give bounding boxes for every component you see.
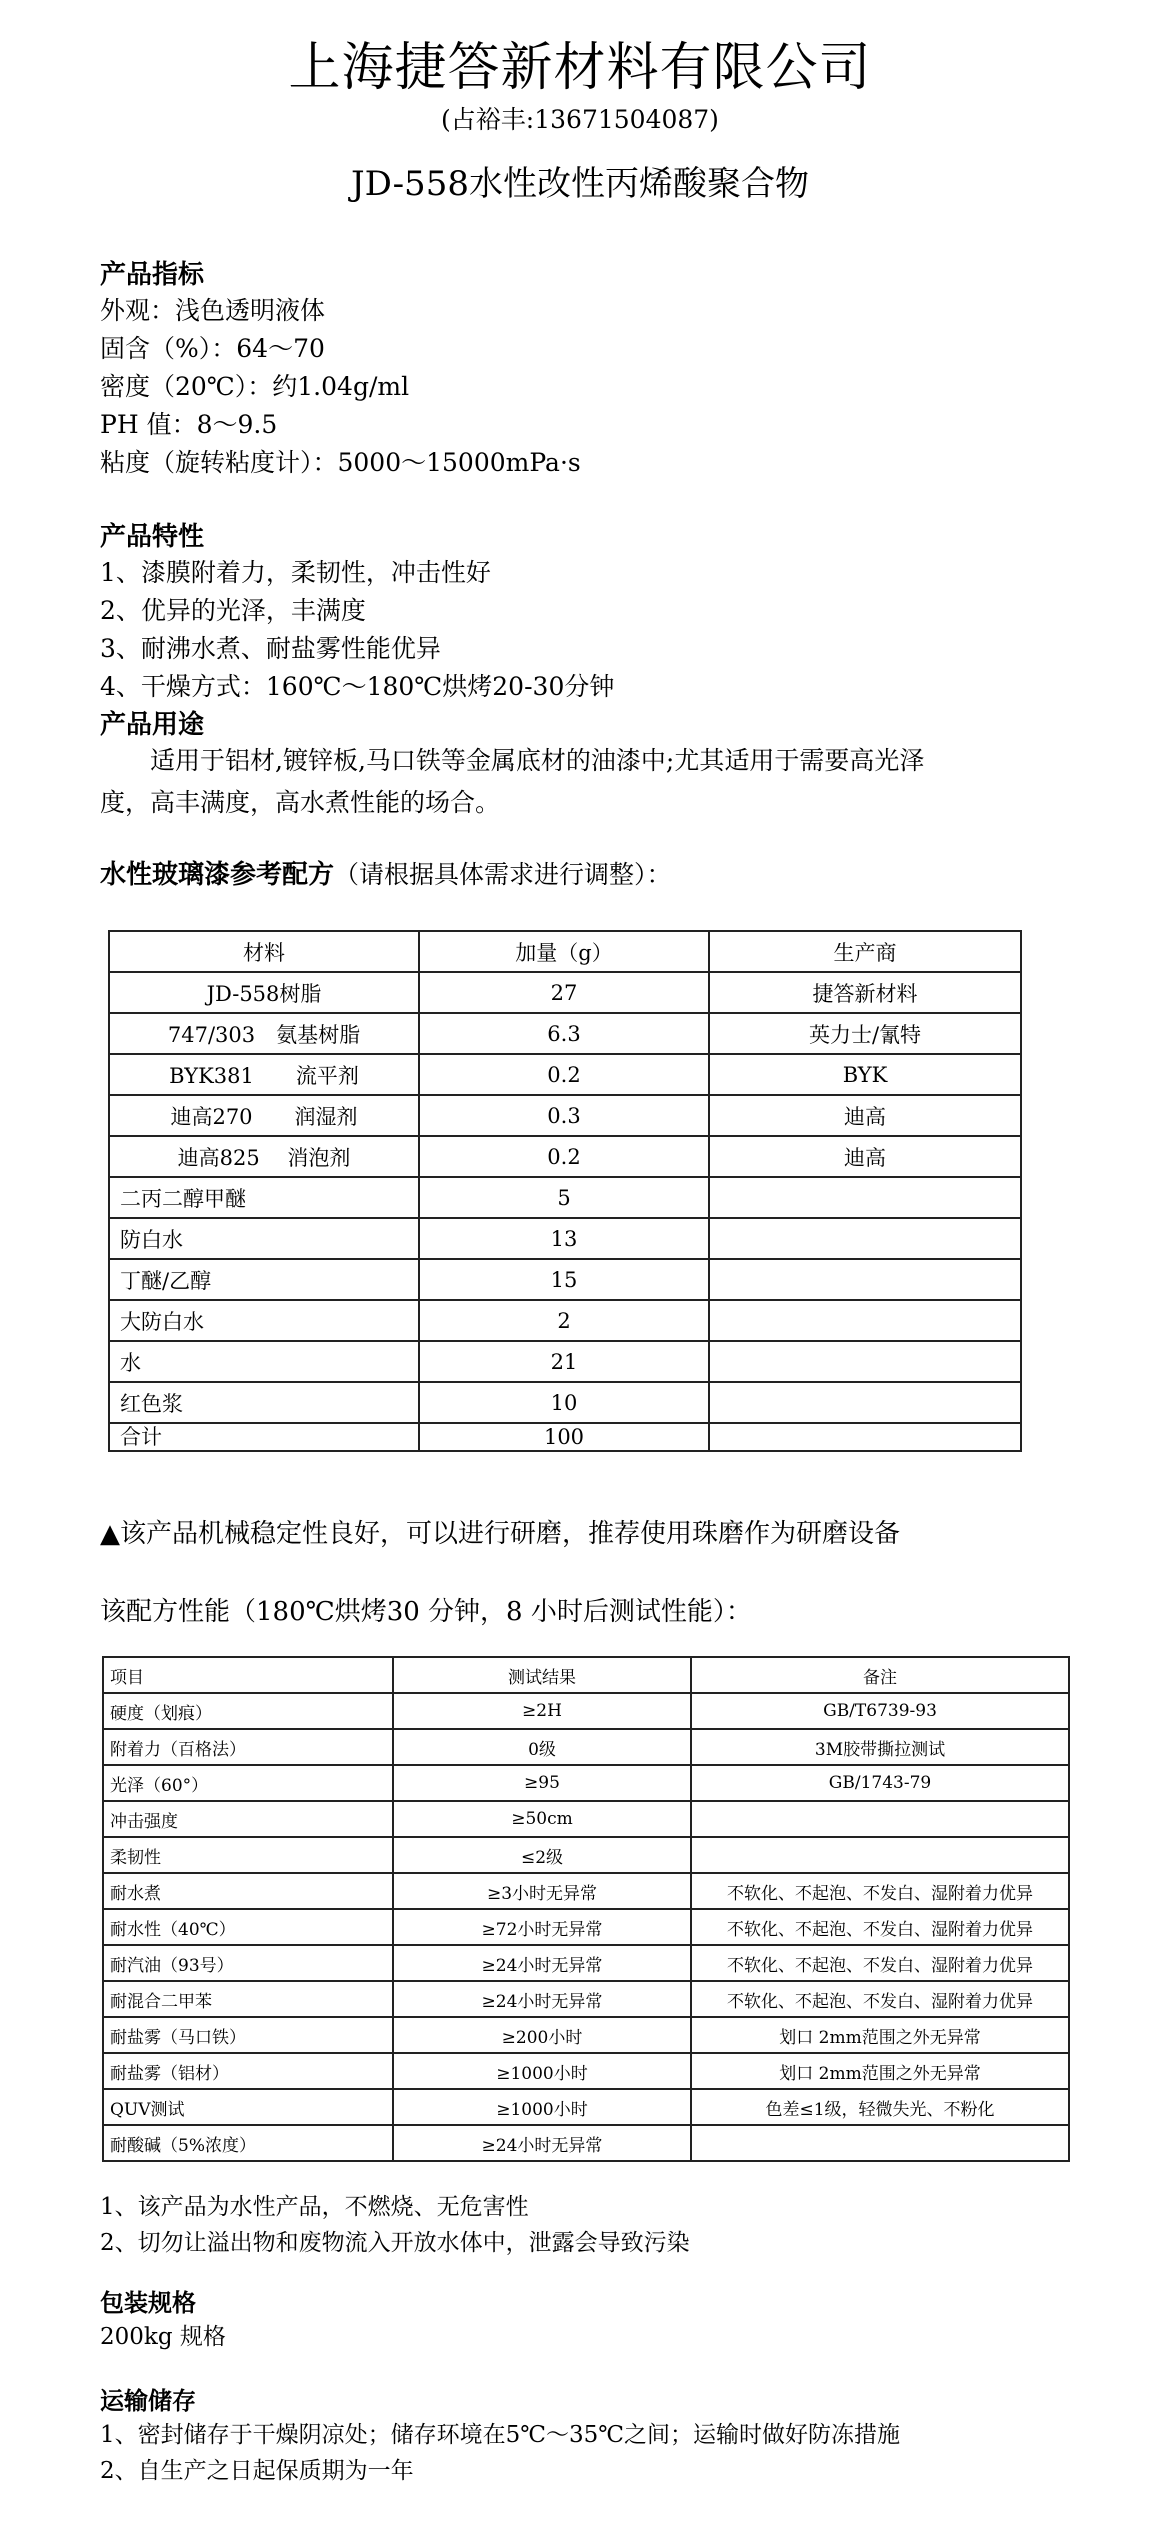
header-cell: 项目: [103, 1657, 393, 1693]
table-row: [103, 2053, 1069, 2089]
material-cell: 迪高825 消泡剂: [109, 1136, 419, 1177]
maker-cell: [709, 1177, 1021, 1218]
remark-cell: GB/1743-79: [691, 1765, 1069, 1801]
section-title-features: 产品特性: [100, 522, 205, 552]
formula-table: [108, 930, 1022, 1452]
maker-cell: [709, 1218, 1021, 1259]
usage-line-2: 度，高丰满度，高水煮性能的场合。: [100, 788, 501, 817]
table-row: [109, 1218, 1021, 1259]
grinding-note: ▲该产品机械稳定性良好，可以进行研磨，推荐使用珠磨作为研磨设备: [100, 1519, 900, 1549]
material-cell: 迪高270 润湿剂: [109, 1095, 419, 1136]
table-header-row: [103, 1657, 1069, 1693]
maker-cell: [709, 1259, 1021, 1300]
table-row: [103, 1801, 1069, 1837]
table-row: [109, 1382, 1021, 1423]
table-row: [103, 1981, 1069, 2017]
feature-item: 2、优异的光泽，丰满度: [100, 596, 366, 625]
item-cell: 附着力（百格法）: [103, 1729, 393, 1765]
material-cell: 红色浆: [109, 1382, 419, 1423]
header-cell: 材料: [109, 931, 419, 972]
remark-cell: 划口 2mm范围之外无异常: [691, 2017, 1069, 2053]
material-cell: 二丙二醇甲醚: [109, 1177, 419, 1218]
table-row: [103, 1729, 1069, 1765]
usage-paragraph: [100, 740, 1070, 824]
maker-cell: [709, 1300, 1021, 1341]
material-cell: 防白水: [109, 1218, 419, 1259]
remark-cell: 不软化、不起泡、不发白、湿附着力优异: [691, 1909, 1069, 1945]
result-cell: ≥95: [393, 1765, 691, 1801]
amount-cell: 15: [419, 1259, 709, 1300]
maker-cell: 英力士/氰特: [709, 1013, 1021, 1054]
storage-item: 2、自生产之日起保质期为一年: [100, 2458, 414, 2484]
table-row: [109, 1341, 1021, 1382]
remark-cell: 划口 2mm范围之外无异常: [691, 2053, 1069, 2089]
item-cell: 柔韧性: [103, 1837, 393, 1873]
header-cell: 备注: [691, 1657, 1069, 1693]
result-cell: ≥24小时无异常: [393, 1981, 691, 2017]
table-row: [103, 2089, 1069, 2125]
table-row: [109, 1136, 1021, 1177]
usage-line-1: 适用于铝材,镀锌板,马口铁等金属底材的油漆中;尤其适用于需要高光泽: [150, 746, 925, 775]
table-row: [103, 1837, 1069, 1873]
material-cell: 747/303 氨基树脂: [109, 1013, 419, 1054]
amount-cell: 5: [419, 1177, 709, 1218]
result-cell: ≥50cm: [393, 1801, 691, 1837]
result-cell: ≥24小时无异常: [393, 1945, 691, 1981]
performance-table: [102, 1656, 1070, 2162]
amount-cell: 10: [419, 1382, 709, 1423]
amount-cell: 2: [419, 1300, 709, 1341]
maker-cell: [709, 1341, 1021, 1382]
spec-viscosity: 粘度（旋转粘度计）：5000～15000mPa·s: [100, 448, 581, 477]
material-cell: BYK381 流平剂: [109, 1054, 419, 1095]
table-row: [109, 1300, 1021, 1341]
table-row: [109, 1054, 1021, 1095]
result-cell: ≥1000小时: [393, 2053, 691, 2089]
remark-cell: [691, 1801, 1069, 1837]
result-cell: ≥3小时无异常: [393, 1873, 691, 1909]
amount-cell: 27: [419, 972, 709, 1013]
remark-cell: 3M胶带撕拉测试: [691, 1729, 1069, 1765]
table-total-row: [109, 1423, 1021, 1451]
table-row: [103, 1693, 1069, 1729]
material-cell: 大防白水: [109, 1300, 419, 1341]
table-row: [109, 1259, 1021, 1300]
performance-title: 该配方性能（180℃烘烤30 分钟，8 小时后测试性能）：: [100, 1597, 752, 1627]
remark-cell: [691, 2125, 1069, 2161]
maker-cell: 迪高: [709, 1095, 1021, 1136]
table-row: [103, 2017, 1069, 2053]
spec-solid-content: 固含（%）：64～70: [100, 334, 325, 363]
amount-cell: 0.3: [419, 1095, 709, 1136]
remark-cell: [691, 1837, 1069, 1873]
result-cell: ≥2H: [393, 1693, 691, 1729]
table-header-row: [109, 931, 1021, 972]
header-cell: 加量（g）: [419, 931, 709, 972]
maker-cell: BYK: [709, 1054, 1021, 1095]
material-cell: 丁醚/乙醇: [109, 1259, 419, 1300]
item-cell: 耐混合二甲苯: [103, 1981, 393, 2017]
header-cell: 测试结果: [393, 1657, 691, 1693]
maker-cell: 迪高: [709, 1136, 1021, 1177]
feature-item: 1、漆膜附着力，柔韧性，冲击性好: [100, 558, 491, 587]
formula-subtitle: （请根据具体需求进行调整）：: [334, 860, 672, 889]
formula-heading: [100, 858, 672, 892]
result-cell: ≥24小时无异常: [393, 2125, 691, 2161]
item-cell: 耐酸碱（5%浓度）: [103, 2125, 393, 2161]
product-title: JD-558水性改性丙烯酸聚合物: [351, 164, 809, 204]
table-row: [109, 1095, 1021, 1136]
result-cell: 0级: [393, 1729, 691, 1765]
maker-cell: [709, 1423, 1021, 1451]
item-cell: 耐水煮: [103, 1873, 393, 1909]
spec-density: 密度（20℃）：约1.04g/ml: [100, 372, 410, 401]
result-cell: ≥1000小时: [393, 2089, 691, 2125]
section-title-specs: 产品指标: [100, 260, 205, 290]
contact-info: (占裕丰:13671504087): [441, 105, 719, 134]
remark-cell: 不软化、不起泡、不发白、湿附着力优异: [691, 1981, 1069, 2017]
feature-item: 4、干燥方式：160℃～180℃烘烤20-30分钟: [100, 672, 615, 701]
material-cell: 合计: [109, 1423, 419, 1451]
section-title-storage: 运输储存: [100, 2387, 196, 2415]
item-cell: QUV测试: [103, 2089, 393, 2125]
spec-ph: PH 值：8～9.5: [100, 410, 278, 439]
remark-cell: 色差≤1级，轻微失光、不粉化: [691, 2089, 1069, 2125]
note-item: 2、切勿让溢出物和废物流入开放水体中，泄露会导致污染: [100, 2230, 690, 2256]
item-cell: 耐汽油（93号）: [103, 1945, 393, 1981]
maker-cell: 捷答新材料: [709, 972, 1021, 1013]
formula-title: 水性玻璃漆参考配方: [100, 860, 335, 890]
table-row: [103, 2125, 1069, 2161]
table-row: [103, 1945, 1069, 1981]
item-cell: 硬度（划痕）: [103, 1693, 393, 1729]
section-title-packaging: 包装规格: [100, 2289, 196, 2317]
table-row: [103, 1765, 1069, 1801]
material-cell: 水: [109, 1341, 419, 1382]
amount-cell: 0.2: [419, 1054, 709, 1095]
amount-cell: 0.2: [419, 1136, 709, 1177]
amount-cell: 13: [419, 1218, 709, 1259]
note-item: 1、该产品为水性产品，不燃烧、无危害性: [100, 2194, 529, 2220]
section-title-usage: 产品用途: [100, 710, 205, 740]
remark-cell: GB/T6739-93: [691, 1693, 1069, 1729]
result-cell: ≥200小时: [393, 2017, 691, 2053]
amount-cell: 21: [419, 1341, 709, 1382]
remark-cell: 不软化、不起泡、不发白、湿附着力优异: [691, 1945, 1069, 1981]
result-cell: ≥72小时无异常: [393, 1909, 691, 1945]
amount-cell: 6.3: [419, 1013, 709, 1054]
header-cell: 生产商: [709, 931, 1021, 972]
table-row: [103, 1909, 1069, 1945]
table-row: [103, 1873, 1069, 1909]
packaging-text: 200kg 规格: [100, 2324, 226, 2350]
item-cell: 冲击强度: [103, 1801, 393, 1837]
item-cell: 耐水性（40℃）: [103, 1909, 393, 1945]
table-row: [109, 972, 1021, 1013]
remark-cell: 不软化、不起泡、不发白、湿附着力优异: [691, 1873, 1069, 1909]
maker-cell: [709, 1382, 1021, 1423]
result-cell: ≤2级: [393, 1837, 691, 1873]
storage-item: 1、密封储存于干燥阴凉处；储存环境在5℃～35℃之间；运输时做好防冻措施: [100, 2422, 900, 2448]
amount-cell: 100: [419, 1423, 709, 1451]
feature-item: 3、耐沸水煮、耐盐雾性能优异: [100, 634, 441, 663]
table-row: [109, 1177, 1021, 1218]
item-cell: 耐盐雾（马口铁）: [103, 2017, 393, 2053]
material-cell: JD-558树脂: [109, 972, 419, 1013]
item-cell: 光泽（60°）: [103, 1765, 393, 1801]
spec-appearance: 外观：浅色透明液体: [100, 296, 326, 325]
company-name: 上海捷答新材料有限公司: [288, 38, 872, 98]
table-row: [109, 1013, 1021, 1054]
item-cell: 耐盐雾（铝材）: [103, 2053, 393, 2089]
